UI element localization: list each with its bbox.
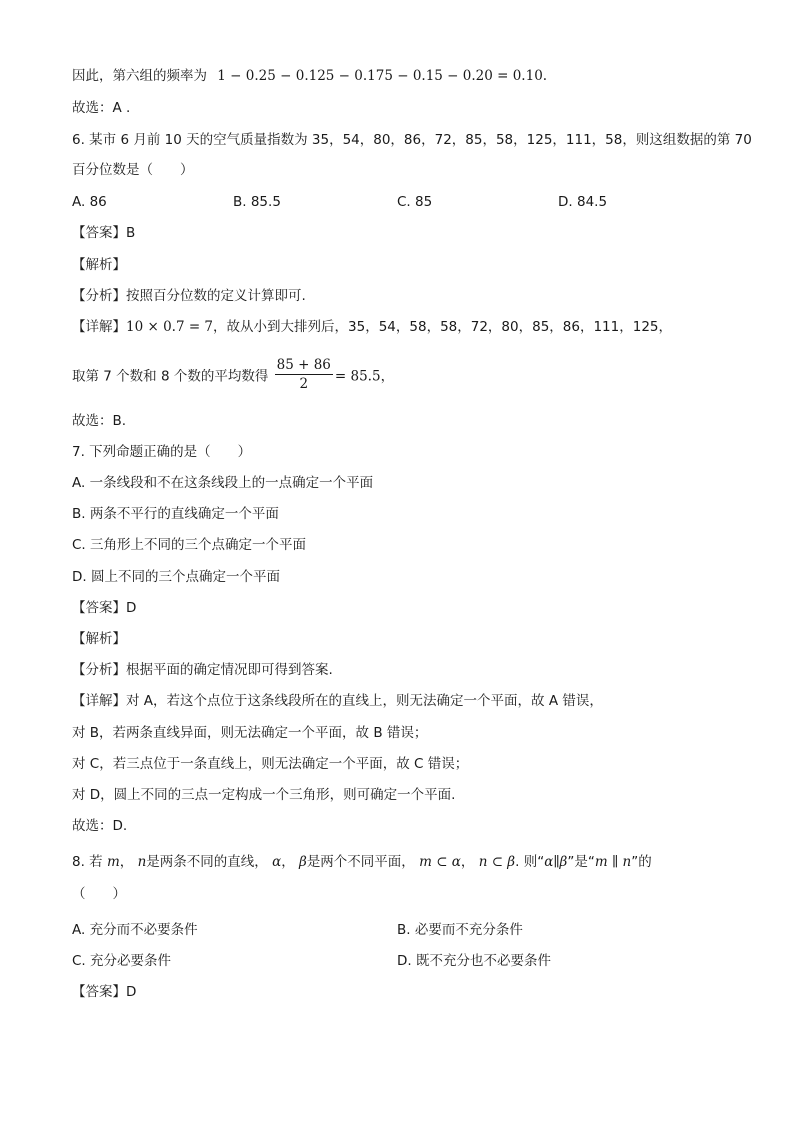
q7-option-c: C. 三角形上不同的三个点确定一个平面 xyxy=(72,537,307,553)
q7-option-d: D. 圆上不同的三个点确定一个平面 xyxy=(72,569,280,585)
q6-option-b: B. 85.5 xyxy=(233,194,281,210)
q7-detail-a: 【详解】对 A，若这个点位于这条线段所在的直线上，则无法确定一个平面，故 A 错误， xyxy=(72,693,603,709)
q6-average-line xyxy=(72,358,734,394)
q6-option-d: D. 84.5 xyxy=(558,194,608,210)
q8-text1: 是两条不同的直线， xyxy=(146,854,268,870)
q8-option-b: B. 必要而不充分条件 xyxy=(397,922,523,938)
q6-analysis-title: 【解析】 xyxy=(72,257,126,273)
q6-stem-line2: 百分位数是（ ） xyxy=(72,162,194,178)
q8-stem-line1 xyxy=(72,852,734,872)
q8-answer: 【答案】D xyxy=(72,984,137,1000)
q5-period: . xyxy=(542,68,548,84)
q5-frequency-formula: 1 − 0.25 − 0.125 − 0.175 − 0.15 − 0.20 = 0.10 xyxy=(217,68,543,84)
q5-conclusion: 故选：A . xyxy=(72,100,131,116)
q7-detail-d: 对 D，圆上不同的三点一定构成一个三角形，则可确定一个平面. xyxy=(72,787,456,803)
q5-frequency-text: 因此，第六组的频率为 xyxy=(72,68,207,84)
q7-stem: 7. 下列命题正确的是（ ） xyxy=(72,444,252,460)
q6-fraction-numerator: 85 + 86 xyxy=(276,357,331,373)
q8-rel1: α∥β xyxy=(544,854,568,870)
q6-detail-formula: 10 × 0.7 = 7 xyxy=(126,319,214,335)
q6-fraction-denominator: 2 xyxy=(299,376,309,392)
q7-conclusion: 故选：D. xyxy=(72,818,128,834)
q8-var-n: n xyxy=(137,854,147,870)
q7-analysis: 【分析】根据平面的确定情况即可得到答案. xyxy=(72,662,333,678)
q6-average-result: = 85.5 xyxy=(334,368,381,385)
q8-text2: 是两个不同平面， xyxy=(306,854,415,870)
q6-stem-line1: 6. 某市 6 月前 10 天的空气质量指数为 35，54，80，86，72，85，58，125，111，58，则这组数据的第 70 xyxy=(72,132,752,148)
q8-text3: . 则“ xyxy=(515,854,545,870)
q8-var-beta: β xyxy=(299,854,307,870)
q8-option-d: D. 既不充分也不必要条件 xyxy=(397,953,551,969)
q6-option-c: C. 85 xyxy=(397,194,433,210)
q6-detail-sorted: ，故从小到大排列后，35，54，58，58，72，80，85，86，111，125， xyxy=(213,319,672,335)
q8-text4: ”是“ xyxy=(567,854,595,870)
q8-stem-line2: （ ） xyxy=(72,886,126,902)
q8-sep3: ， xyxy=(460,854,475,870)
q8-cond2: n ⊂ β xyxy=(478,854,516,870)
q8-var-m: m xyxy=(106,854,120,870)
q7-analysis-title: 【解析】 xyxy=(72,631,126,647)
q8-cond1: m ⊂ α xyxy=(419,854,461,870)
q8-number: 8. 若 xyxy=(72,854,103,870)
q7-detail-b: 对 B，若两条直线异面，则无法确定一个平面，故 B 错误； xyxy=(72,725,428,741)
q8-sep2: ， xyxy=(281,854,295,870)
q8-option-a: A. 充分而不必要条件 xyxy=(72,922,198,938)
q8-sep1: ， xyxy=(119,854,134,870)
q8-var-alpha: α xyxy=(272,854,282,870)
q6-conclusion: 故选：B. xyxy=(72,413,127,429)
q7-option-a: A. 一条线段和不在这条线段上的一点确定一个平面 xyxy=(72,475,374,491)
q7-option-b: B. 两条不平行的直线确定一个平面 xyxy=(72,506,279,522)
q7-detail-c: 对 C，若三点位于一条直线上，则无法确定一个平面，故 C 错误； xyxy=(72,756,469,772)
q6-detail-label: 【详解】 xyxy=(72,319,126,335)
q6-answer: 【答案】B xyxy=(72,225,136,241)
q7-answer: 【答案】D xyxy=(72,600,137,616)
q6-analysis: 【分析】按照百分位数的定义计算即可. xyxy=(72,288,306,304)
q8-text5: ”的 xyxy=(631,854,652,870)
q6-detail-line xyxy=(72,317,734,337)
q8-option-c: C. 充分必要条件 xyxy=(72,953,172,969)
q6-average-end: ， xyxy=(380,368,395,385)
q6-average-text: 取第 7 个数和 8 个数的平均数得 xyxy=(72,368,269,385)
q8-rel2: m ∥ n xyxy=(594,854,632,870)
q6-average-fraction xyxy=(275,356,333,393)
q6-option-a: A. 86 xyxy=(72,194,107,210)
q5-frequency-line xyxy=(72,66,734,86)
